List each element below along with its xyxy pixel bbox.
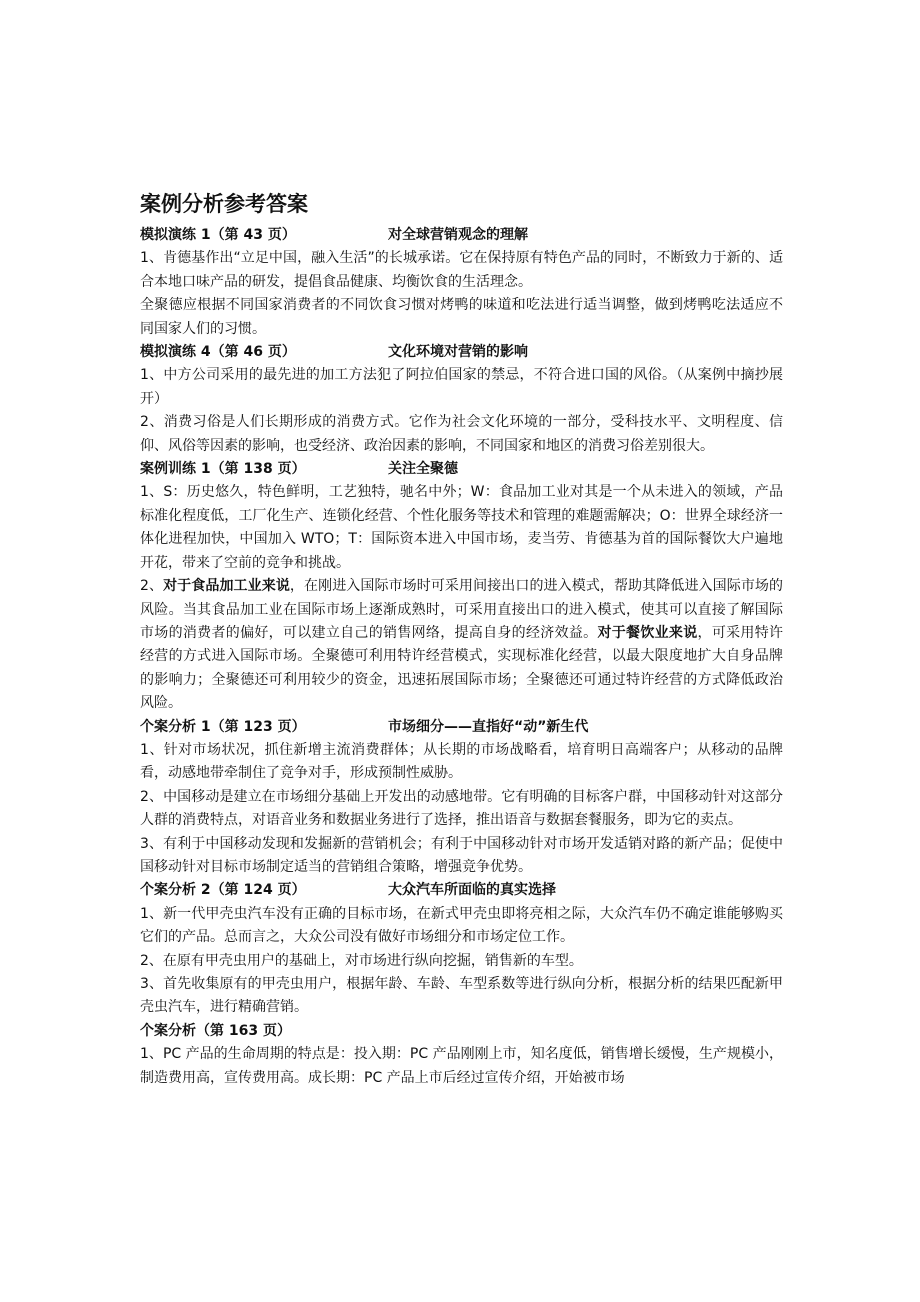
paragraph-text: 2、中国移动是建立在市场细分基础上开发出的动感地带。它有明确的目标客户群，中国移动针对这部分人群的消费特点，对语音业务和数据业务进行了选择，推出语音与数据套餐服务，即为它的卖点。 (140, 788, 783, 829)
section-label: 个案分析（第 163 页） (140, 1022, 291, 1039)
section-subject: 文化环境对营销的影响 (388, 344, 528, 361)
paragraph-text: 1、针对市场状况，抓住新增主流消费群体；从长期的市场战略看，培育明日高端客户；从移动的品牌看，动感地带牵制住了竞争对手，形成预制性威胁。 (140, 741, 783, 782)
section-heading (140, 1020, 783, 1043)
paragraph-text: ，在刚进入国际市场时可采用间接出口的进入模式，帮助其降低进入国际市场的风险。当其食品加工业在国际市场上逐渐成熟时，可采用直接出口的进入模式，使其可以直接了解国际市场的消费者的偏好，可以建立自己的销售网络，提高自身的经济效益。 (140, 578, 784, 641)
paragraph (140, 903, 783, 950)
paragraph-text: 2、 (140, 578, 164, 595)
paragraph-text: 3、有利于中国移动发现和发掘新的营销机会；有利于中国移动针对市场开发适销对路的新产品；促使中国移动针对目标市场制定适当的营销组合策略，增强竞争优势。 (140, 835, 783, 875)
section-heading (140, 224, 783, 247)
paragraph (140, 1043, 783, 1090)
paragraph-text: 1、新一代甲壳虫汽车没有正确的目标市场，在新式甲壳虫即将亮相之际，大众汽车仍不确定谁能够购买它们的产品。总而言之，大众公司没有做好市场细分和市场定位工作。 (140, 905, 783, 946)
paragraph-text: 1、肯德基作出“立足中国，融入生活”的长城承诺。它在保持原有特色产品的同时，不断致力于新的、适合本地口味产品的研发，提倡食品健康、均衡饮食的生活理念。 (140, 250, 783, 290)
paragraph (140, 833, 783, 880)
section-label: 个案分析 2（第 124 页） (140, 882, 306, 899)
paragraph (140, 973, 783, 1020)
section-heading (140, 716, 783, 739)
paragraph-text: 1、S：历史悠久，特色鲜明，工艺独特，驰名中外；W：食品加工业对其是一个从未进入的领域，产品标准化程度低，工厂化生产、连锁化经营、个性化服务等技术和管理的难题需解决；O：世界全球经济一体化进程加快，中国加入 WTO；T：国际资本进入中国市场，麦当劳、肯德基为首的国际餐饮大户遍地开花，带来了空前的竞争和挑战。 (140, 484, 783, 571)
document-body (140, 190, 783, 1090)
emphasis-text: 对于餐饮业来说 (597, 624, 698, 641)
paragraph-text: ，可采用特许经营的方式进入国际市场。全聚德可利用特许经营模式，实现标准化经营，以最大限度地扩大自身品牌的影响力；全聚德还可利用较少的资金，迅速拓展国际市场；全聚德还可通过特许经营的方式降低政治风险。 (140, 624, 784, 712)
section-heading (140, 341, 783, 364)
section-subject: 大众汽车所面临的真实选择 (388, 882, 556, 899)
section-subject: 对全球营销观念的理解 (388, 227, 528, 243)
section-heading (140, 458, 783, 481)
section-label: 模拟演练 4（第 46 页） (140, 344, 296, 361)
paragraph (140, 739, 783, 786)
section-subject: 关注全聚德 (388, 461, 458, 478)
section-label: 个案分析 1（第 123 页） (140, 718, 306, 735)
paragraph (140, 575, 783, 715)
section-subject: 市场细分——直指好“动”新生代 (388, 718, 589, 735)
paragraph-text: 3、首先收集原有的甲壳虫用户，根据年龄、车龄、车型系数等进行纵向分析，根据分析的结果匹配新甲壳虫汽车，进行精确营销。 (140, 976, 783, 1016)
paragraph (140, 411, 783, 458)
section-label: 案例训练 1（第 138 页） (140, 461, 306, 478)
paragraph (140, 786, 783, 833)
paragraph (140, 950, 783, 973)
paragraph (140, 247, 783, 294)
paragraph-text: 1、中方公司采用的最先进的加工方法犯了阿拉伯国家的禁忌，不符合进口国的风俗。（从案例中摘抄展开） (140, 367, 783, 407)
paragraph (140, 481, 783, 575)
paragraph-text: 全聚德应根据不同国家消费者的不同饮食习惯对烤鸭的味道和吃法进行适当调整，做到烤鸭吃法适应不同国家人们的习惯。 (140, 297, 783, 337)
emphasis-text: 对于食品加工业来说 (163, 578, 290, 595)
paragraph (140, 294, 783, 341)
section-label: 模拟演练 1（第 43 页） (140, 227, 296, 243)
paragraph-text: 2、消费习俗是人们长期形成的消费方式。它作为社会文化环境的一部分，受科技水平、文明程度、信仰、风俗等因素的影响，也受经济、政治因素的影响，不同国家和地区的消费习俗差别很大。 (140, 414, 783, 454)
paragraph-text: 1、PC 产品的生命周期的特点是：投入期：PC 产品刚刚上市，知名度低，销售增长缓慢，生产规模小，制造费用高，宣传费用高。成长期：PC 产品上市后经过宣传介绍，开始被市场 (140, 1046, 783, 1086)
document-title: 案例分析参考答案 (140, 192, 308, 216)
paragraph (140, 364, 783, 411)
paragraph-text: 2、在原有甲壳虫用户的基础上，对市场进行纵向挖掘，销售新的车型。 (140, 952, 583, 969)
section-heading (140, 879, 783, 902)
